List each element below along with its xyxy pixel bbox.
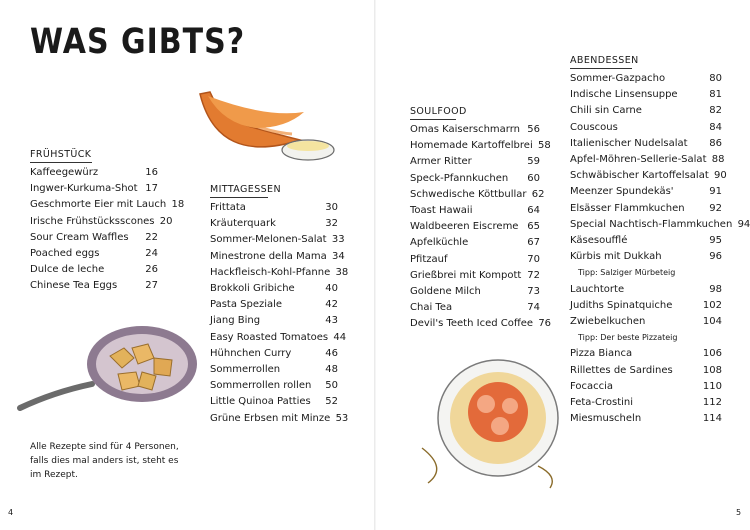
recipe-row [30,278,158,294]
recipe-name: Sour Cream Waffles [30,231,129,243]
recipe-name: Lauchtorte [570,283,625,295]
recipe-row [570,346,722,362]
recipe-row [210,265,349,281]
recipe-page-number: 52 [325,396,338,408]
recipe-page-number: 92 [709,202,722,214]
recipe-row [410,268,540,284]
recipe-page-number: 94 [737,218,750,230]
recipe-page-number: 73 [527,286,540,298]
section-heading-fruehstueck: FRÜHSTÜCK [30,148,92,163]
recipe-name: Omas Kaiserschmarrn [410,124,521,135]
recipe-page-number: 53 [335,412,349,424]
recipe-name: Zwiebelkuchen [570,316,646,328]
recipe-tip-row [570,330,722,346]
recipe-row [410,138,551,154]
recipe-row [210,378,338,394]
recipe-row [570,168,727,184]
recipe-row [30,181,158,197]
recipe-row [570,314,722,330]
recipe-name: Little Quinoa Patties [210,396,311,408]
recipe-row [210,216,338,232]
recipe-row [410,187,545,203]
recipe-page-number: 50 [325,380,338,392]
section-heading-mittagessen: MITTAGESSEN [210,183,268,198]
recipe-row [410,219,540,235]
recipe-name: Apfel-Möhren-Sellerie-Salat [570,154,707,166]
recipe-name: Italienischer Nudelsalat [570,137,688,149]
recipe-name: Feta-Crostini [570,397,634,409]
recipe-page-number: 82 [709,105,722,117]
recipe-page-number: 43 [325,315,338,327]
recipe-page-number: 18 [171,199,185,211]
recipe-row [570,363,722,379]
recipe-row [570,103,722,119]
recipe-page-number: 38 [335,266,349,278]
recipe-name: Chili sin Carne [570,105,642,117]
page-number-right: 5 [736,508,742,517]
recipe-row [410,203,540,219]
recipe-page-number: 106 [702,348,722,360]
recipe-name: Apfelküchle [410,237,469,249]
recipe-row [210,232,345,248]
recipe-row [570,379,722,395]
recipe-name: Focaccia [570,380,614,392]
recipe-page-number: 26 [145,264,158,276]
recipe-row [410,171,540,187]
recipe-page-number: 59 [527,156,540,168]
servings-note: Alle Rezepte sind für 4 Personen, falls dies mal anders ist, steht es im Rezept. [30,442,179,480]
recipe-row [570,87,722,103]
recipe-page-number: 102 [702,299,722,311]
recipe-page-number: 16 [145,167,158,178]
recipe-name: Sommer-Gazpacho [570,73,666,84]
section-heading-abendessen: ABENDESSEN [570,54,632,69]
recipe-name: Schwedische Köttbullar [410,188,527,200]
pasta-bowl-illustration [418,348,568,488]
recipe-name: Easy Roasted Tomatoes [210,331,329,343]
recipe-name: Sommerrollen rollen [210,380,312,392]
recipe-page-number: 22 [145,231,158,243]
recipe-row [570,282,722,298]
recipe-page-number: 33 [331,234,345,246]
recipe-row [410,154,540,170]
recipe-page-number: 96 [709,251,722,263]
recipe-name: Hühnchen Curry [210,347,292,359]
recipe-row [410,316,552,332]
recipe-row [570,411,722,427]
recipe-row [570,298,722,314]
recipe-row [210,362,338,378]
recipe-name: Waldbeeren Eiscreme [410,221,519,233]
recipe-row [210,411,349,427]
recipe-row [410,284,540,300]
recipe-name: Schwäbischer Kartoffelsalat [570,170,709,182]
recipe-page-number: 30 [325,202,338,213]
recipe-name: Dulce de leche [30,264,105,276]
recipe-name: Irische Frühstücksscones [30,215,155,227]
recipe-row [410,122,540,138]
recipe-name: Pfitzauf [410,253,448,265]
recipe-name: Poached eggs [30,248,100,260]
recipe-page-number: 24 [145,248,158,260]
recipe-name: Minestrone della Mama [210,250,327,262]
recipe-page-number: 110 [702,380,722,392]
recipe-name: Grüne Erbsen mit Minze [210,412,331,424]
section-mittagessen [210,183,349,427]
recipe-name: Frittata [210,202,246,213]
recipe-page-number: 40 [325,283,338,295]
recipe-page-number: 20 [159,215,173,227]
recipe-row [30,214,173,230]
recipe-row [570,184,722,200]
recipe-name: Meenzer Spundekäs' [570,186,674,198]
recipe-page-number: 56 [527,124,540,135]
recipe-name: Hackfleisch-Kohl-Pfanne [210,266,331,278]
recipe-page-number: 112 [702,397,722,409]
recipe-page-number: 114 [702,413,722,425]
page-number-left: 4 [8,508,14,517]
recipe-name: Brokkoli Gribiche [210,283,295,295]
recipe-row [30,197,185,213]
recipe-page-number: 91 [709,186,722,198]
recipe-page-number: 104 [702,316,722,328]
recipe-row [570,152,725,168]
recipe-row [410,235,540,251]
recipe-page-number: 48 [325,364,338,376]
recipe-name: Homemade Kartoffelbrei [410,140,533,152]
recipe-row [570,249,722,265]
recipe-name: Chinese Tea Eggs [30,280,118,292]
recipe-row [570,233,722,249]
recipe-list-mittagessen [210,200,349,427]
section-fruehstueck [30,148,185,295]
recipe-name: Speck-Pfannkuchen [410,172,509,184]
recipe-page-number: 67 [527,237,540,249]
section-soulfood [410,105,552,333]
recipe-name: Indische Linsensuppe [570,89,678,101]
recipe-tip-row [570,265,722,281]
recipe-name: Special Nachtisch-Flammkuchen [570,218,733,230]
recipe-row [210,330,347,346]
recipe-name: Sommerrollen [210,364,281,376]
recipe-page-number: 81 [709,89,722,101]
recipe-name: Goldene Milch [410,286,481,298]
recipe-page-number: 88 [711,154,725,166]
recipe-name: Kaffeegewürz [30,167,99,178]
recipe-name: Miesmuscheln [570,413,642,425]
recipe-row [570,136,722,152]
recipe-name: Pizza Bianca [570,348,633,360]
recipe-name: Toast Hawaii [410,205,473,217]
recipe-name: Kräuterquark [210,218,276,230]
recipe-page-number: 95 [709,235,722,247]
recipe-page-number: 34 [331,250,345,262]
recipe-row [210,313,338,329]
recipe-page-number: 17 [145,183,158,195]
recipe-list-abendessen [570,71,750,427]
recipe-row [210,297,338,313]
recipe-row [570,71,722,87]
recipe-name: Tipp: Salziger Mürbeteig [578,268,676,278]
recipe-row [30,262,158,278]
recipe-row [210,346,338,362]
recipe-page-number: 42 [325,299,338,311]
recipe-row [30,165,158,181]
recipe-row [210,394,338,410]
recipe-name: Chai Tea [410,302,453,314]
recipe-page-number: 98 [709,283,722,295]
recipe-row [210,281,338,297]
section-heading-soulfood: SOULFOOD [410,105,456,120]
recipe-name: Ingwer-Kurkuma-Shot [30,183,138,195]
recipe-page-number: 62 [531,188,545,200]
recipe-name: Geschmorte Eier mit Lauch [30,199,167,211]
recipe-row [570,201,722,217]
recipe-row [210,200,338,216]
recipe-name: Kürbis mit Dukkah [570,251,662,263]
recipe-name: Jiang Bing [210,315,261,327]
recipe-page-number: 44 [333,331,347,343]
papaya-illustration [196,88,346,168]
recipe-page-number: 86 [709,137,722,149]
recipe-page-number: 65 [527,221,540,233]
recipe-row [570,395,722,411]
recipe-name: Devil's Teeth Iced Coffee [410,318,534,330]
recipe-name: Judiths Spinatquiche [570,299,673,311]
recipe-name: Grießbrei mit Kompott [410,269,522,281]
recipe-page-number: 70 [527,253,540,265]
section-abendessen [570,54,750,427]
recipe-page-number: 80 [709,73,722,84]
recipe-name: Pasta Speziale [210,299,283,311]
recipe-row [410,300,540,316]
recipe-row [570,217,750,233]
recipe-page-number: 32 [325,218,338,230]
recipe-row [30,230,158,246]
recipe-name: Tipp: Der beste Pizzateig [578,333,678,343]
recipe-page-number: 90 [714,170,727,182]
recipe-page-number: 27 [145,280,158,292]
recipe-page-number: 60 [527,172,540,184]
recipe-page-number: 46 [325,347,338,359]
recipe-page-number: 108 [702,364,722,376]
recipe-name: Armer Ritter [410,156,472,168]
recipe-name: Sommer-Melonen-Salat [210,234,327,246]
recipe-row [410,252,540,268]
recipe-row [570,120,722,136]
recipe-name: Käsesoufflé [570,235,628,247]
recipe-name: Rillettes de Sardines [570,364,673,376]
recipe-row [30,246,158,262]
recipe-name: Couscous [570,121,618,133]
page-gutter [374,0,376,530]
recipe-page-number: 72 [527,269,540,281]
recipe-list-soulfood [410,122,552,333]
recipe-row [210,249,345,265]
recipe-list-fruehstueck [30,165,185,295]
pan-illustration [14,322,194,422]
page-title: WAS GIBTS? [30,22,246,63]
recipe-page-number: 58 [538,140,551,152]
recipe-page-number: 64 [527,205,540,217]
recipe-page-number: 76 [538,318,552,330]
recipe-page-number: 74 [527,302,540,314]
recipe-page-number: 84 [709,121,722,133]
recipe-name: Elsässer Flammkuchen [570,202,685,214]
